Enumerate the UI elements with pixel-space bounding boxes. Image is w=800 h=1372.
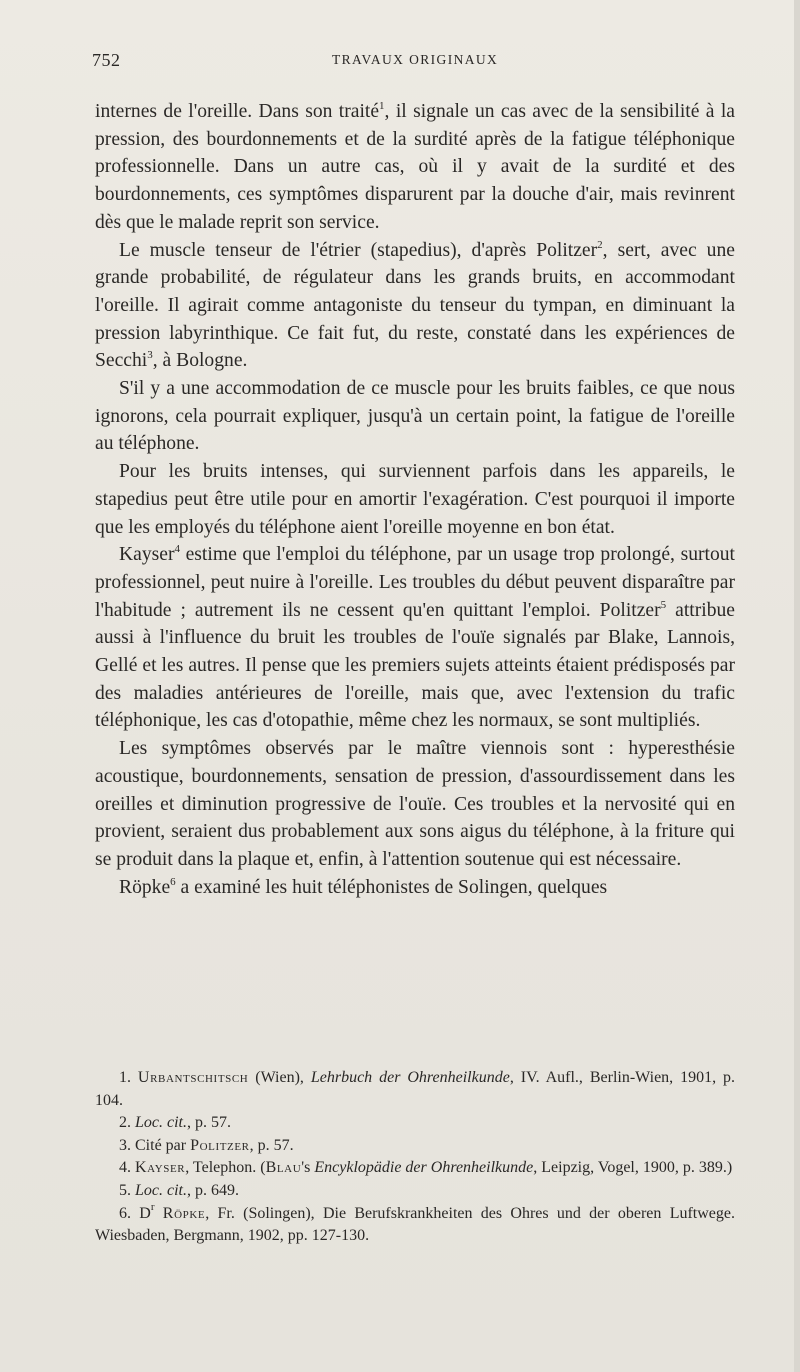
- page-number: 752: [92, 50, 121, 70]
- text-run: S'il y a une accommodation de ce muscle pour les bruits faibles, ce que nous ignorons, cela pourrait expliquer, jusqu'à un certain point, la fatigue de l'oreille au téléphone.: [95, 378, 735, 455]
- footnote-title: Loc. cit.: [135, 1114, 187, 1132]
- text-run: , p. 57.: [249, 1136, 294, 1154]
- superscript: r: [150, 1200, 155, 1213]
- text-run: a examiné les huit téléphonistes de Solingen, quelques: [175, 876, 608, 898]
- footnote-number: 3.: [119, 1136, 131, 1154]
- footnote-title: Loc. cit.: [135, 1181, 187, 1199]
- footnote: [95, 1157, 735, 1180]
- page-header: [92, 50, 732, 70]
- footnote-title: Encyklopädie der Ohrenheilkunde: [314, 1159, 534, 1177]
- text-run: Kayser: [119, 544, 175, 566]
- footnote-ref: 2: [597, 238, 603, 251]
- body-text: [95, 98, 735, 901]
- text-run: internes de l'oreille. Dans son traité: [95, 101, 380, 122]
- footnote-author: Röpke: [162, 1204, 206, 1222]
- text-run: , à Bologne.: [152, 350, 248, 372]
- text-run: D: [139, 1204, 151, 1222]
- footnote-number: 1.: [119, 1069, 131, 1086]
- paragraph: [95, 874, 735, 902]
- paragraph: [95, 375, 735, 458]
- paragraph: [95, 541, 735, 735]
- footnote-author: Kayser: [135, 1159, 186, 1177]
- text-run: attribue aussi à l'influence du bruit les troubles de l'ouïe signalés par Blake, Lannois, Gellé et les autres. Il pense que les premiers sujets atteints étaient prédisposés par des maladies antérieures de l'oreille, mais que, avec l'extension du trafic téléphonique, les cas d'otopathie, même chez les normaux, se sont multipliés.: [95, 599, 735, 732]
- text-run: , Leipzig, Vogel, 1900, p. 389.): [533, 1159, 733, 1177]
- text-run: Röpke: [119, 876, 171, 898]
- footnote: [95, 1200, 735, 1248]
- footnote-author: Urbantschitsch: [137, 1069, 249, 1086]
- text-run: , IV. Aufl., Berlin-Wien, 1901, p. 104.: [95, 1069, 736, 1109]
- footnote-ref: 6: [170, 875, 176, 888]
- text-run: , Fr. (Solingen), Die Berufskrankheiten des Ohres und der oberen Luftwege. Wiesbaden, Bergmann, 1902, pp. 127-130.: [95, 1204, 735, 1245]
- footnote-ref: 3: [147, 349, 153, 362]
- footnote-title: Lehrbuch der Ohrenheilkunde: [310, 1069, 510, 1086]
- footnote: [95, 1180, 735, 1203]
- footnotes: [95, 1067, 735, 1248]
- text-run: Cité par: [135, 1136, 191, 1154]
- running-head: TRAVAUX ORIGINAUX: [332, 52, 499, 67]
- paragraph: [95, 735, 735, 874]
- text-run: 's: [301, 1159, 315, 1177]
- page-edge: [794, 0, 800, 1372]
- footnote-author: Politzer: [190, 1136, 250, 1154]
- footnote-number: 6.: [119, 1204, 131, 1222]
- text-run: (Wien),: [248, 1069, 311, 1086]
- paragraph: [95, 458, 735, 541]
- footnote-ref: 1: [379, 100, 385, 112]
- text-run: , Telephon. (: [185, 1159, 266, 1177]
- footnote-ref: 5: [660, 598, 667, 611]
- footnote-number: 2.: [119, 1114, 131, 1132]
- footnote-ref: 4: [174, 543, 180, 556]
- text-run: , p. 649.: [187, 1181, 239, 1199]
- text-run: , sert, avec une grande probabilité, de régulateur dans les grands bruits, en accommodant l'oreille. Il agirait comme antagoniste du tenseur du tympan, en diminuant la pression labyrinthique. Ce fait fut, du reste, constaté dans les expériences de Secchi: [95, 239, 735, 372]
- footnote-number: 5.: [119, 1181, 131, 1199]
- footnote: [95, 1135, 735, 1158]
- footnote-author: Blau: [265, 1159, 302, 1177]
- paragraph: [95, 98, 735, 237]
- text-run: Le muscle tenseur de l'étrier (stapedius), d'après Politzer: [119, 239, 598, 261]
- footnote: [95, 1112, 735, 1135]
- text-run: , p. 57.: [187, 1114, 231, 1132]
- paragraph: [95, 237, 735, 376]
- text-run: , il signale un cas avec de la sensibilité à la pression, des bourdonnements et de la surdité après de la fatigue téléphonique professionnelle. Dans un autre cas, où il y avait de la surdité et des bourdonnements, ces symptômes disparurent par la douche d'air, mais revinrent dès que le malade reprit son service.: [95, 101, 735, 233]
- footnote: [95, 1067, 735, 1112]
- text-run: Les symptômes observés par le maître viennois sont : hyperesthésie acoustique, bourdonnements, sensation de pression, d'assourdissement dans les oreilles et diminution progressive de l'ouïe. Ces troubles et la nervosité qui en provient, seraient dus probablement aux sons aigus du téléphone, à la friture qui se produit dans la plaque et, enfin, à l'attention soutenue qui est nécessaire.: [95, 738, 735, 870]
- text-run: estime que l'emploi du téléphone, par un usage trop prolongé, surtout professionnel, peut nuire à l'oreille. Les troubles du début peuvent disparaître par l'habitude ; autrement ils ne cessent qu'en quittant l'emploi. Politzer: [95, 544, 735, 621]
- text-run: Pour les bruits intenses, qui surviennent parfois dans les appareils, le stapedius peut être utile pour en amortir l'exagération. C'est pourquoi il importe que les employés du téléphone aient l'oreille moyenne en bon état.: [95, 461, 735, 538]
- footnote-number: 4.: [119, 1159, 131, 1177]
